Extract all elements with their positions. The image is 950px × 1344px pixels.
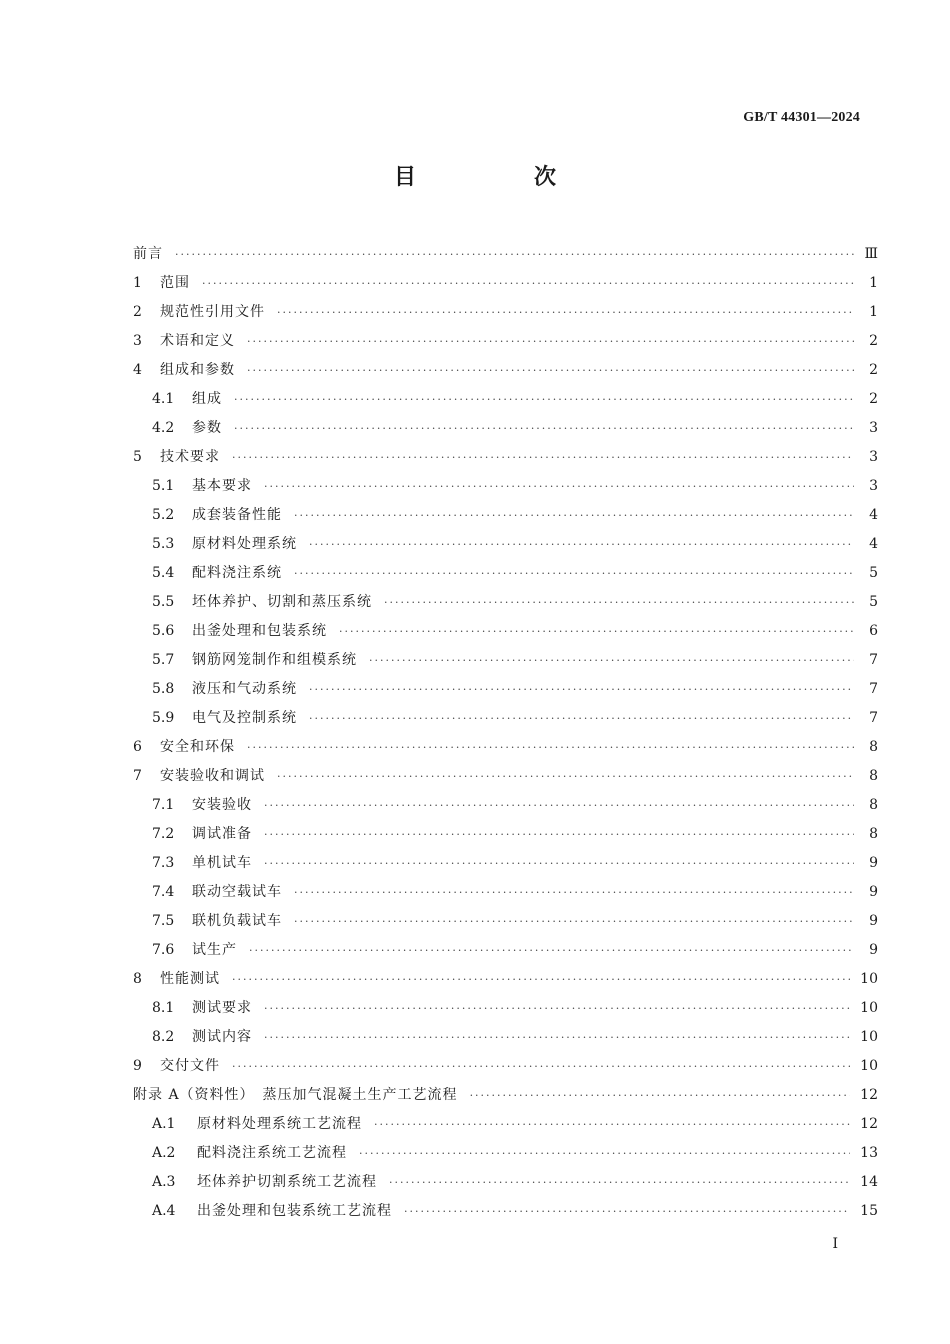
toc-entry[interactable]	[133, 1139, 878, 1168]
toc-entry-label: 试生产	[192, 942, 237, 958]
toc-entry[interactable]	[133, 1168, 878, 1197]
toc-entry[interactable]	[133, 733, 878, 762]
dot-leader	[247, 327, 854, 356]
toc-entry-page: 10	[860, 1058, 878, 1074]
toc-entry[interactable]	[133, 443, 878, 472]
toc-entry[interactable]	[133, 501, 878, 530]
toc-entry-page: 9	[869, 942, 878, 958]
toc-entry-number: 4	[133, 362, 142, 378]
toc-entry[interactable]	[133, 907, 878, 936]
toc-entry-number: 5.3	[152, 536, 175, 552]
toc-entry-label: 调试准备	[192, 826, 252, 842]
toc-entry-label: 电气及控制系统	[192, 710, 297, 726]
toc-entry-page: 8	[869, 826, 878, 842]
dot-leader	[294, 501, 854, 530]
toc-entry-number: 9	[133, 1058, 142, 1074]
toc-entry[interactable]	[133, 1081, 878, 1110]
toc-entry[interactable]	[133, 820, 878, 849]
dot-leader	[404, 1197, 850, 1226]
toc-entry-number: 5.9	[152, 710, 175, 726]
dot-leader	[249, 936, 854, 965]
toc-entry-page: 7	[869, 652, 878, 668]
dot-leader	[175, 240, 854, 269]
toc-entry[interactable]	[133, 1197, 878, 1226]
toc-entry-label: 组成	[192, 391, 222, 407]
dot-leader	[232, 1052, 850, 1081]
toc-entry[interactable]	[133, 472, 878, 501]
toc-entry-page: 8	[869, 739, 878, 755]
toc-entry-label: 钢筋网笼制作和组模系统	[192, 652, 357, 668]
toc-entry-page: 7	[869, 681, 878, 697]
dot-leader	[339, 617, 854, 646]
toc-entry-number: 2	[133, 304, 142, 320]
dot-leader	[294, 907, 854, 936]
toc-entry-page: 3	[869, 420, 878, 436]
toc-entry-number: 5.1	[152, 478, 175, 494]
page-title: 目 次	[393, 164, 604, 190]
toc-entry-number: 5.2	[152, 507, 175, 523]
toc-entry[interactable]	[133, 849, 878, 878]
toc-entry-number: A.3	[152, 1174, 176, 1190]
document-code: GB/T 44301—2024	[743, 110, 860, 125]
toc-entry-label: 坯体养护、切割和蒸压系统	[192, 594, 372, 610]
toc-entry-page: 7	[869, 710, 878, 726]
toc-entry[interactable]	[133, 994, 878, 1023]
toc-entry-page: 13	[860, 1145, 878, 1161]
toc-entry-label: 安装验收和调试	[160, 768, 265, 784]
dot-leader	[369, 646, 854, 675]
toc-entry-page: 10	[860, 1000, 878, 1016]
toc-entry-page: 1	[869, 275, 878, 291]
toc-entry[interactable]	[133, 588, 878, 617]
toc-entry-number: 8.2	[152, 1029, 175, 1045]
toc-entry-label: 出釜处理和包装系统工艺流程	[197, 1203, 392, 1219]
toc-entry-label: 单机试车	[192, 855, 252, 871]
toc-entry-number: 4.2	[152, 420, 175, 436]
toc-entry-page: 3	[869, 478, 878, 494]
toc-entry-page: 6	[869, 623, 878, 639]
toc-entry-label: 安全和环保	[160, 739, 235, 755]
toc-entry-page: 9	[869, 855, 878, 871]
toc-entry-page: 12	[860, 1116, 878, 1132]
toc-entry-number: 5.7	[152, 652, 175, 668]
toc-entry-number: A.4	[152, 1203, 176, 1219]
toc-entry-label: 测试内容	[192, 1029, 252, 1045]
toc-entry-label: 配料浇注系统工艺流程	[197, 1145, 347, 1161]
toc-entry-label: 参数	[192, 420, 222, 436]
toc-entry-number: 7.6	[152, 942, 175, 958]
toc-entry-page: 4	[869, 507, 878, 523]
toc-entry-label: 规范性引用文件	[160, 304, 265, 320]
dot-leader	[389, 1168, 850, 1197]
dot-leader	[309, 704, 854, 733]
toc-entry-label: 术语和定义	[160, 333, 235, 349]
toc-entry[interactable]	[133, 327, 878, 356]
toc-entry-number: 7.3	[152, 855, 175, 871]
toc-entry-page: 3	[869, 449, 878, 465]
toc-entry-page: 9	[869, 884, 878, 900]
dot-leader	[359, 1139, 850, 1168]
dot-leader	[264, 820, 854, 849]
toc-entry-page: 10	[860, 971, 878, 987]
toc-entry-label: 交付文件	[160, 1058, 220, 1074]
dot-leader	[384, 588, 854, 617]
toc-entry-page: 8	[869, 768, 878, 784]
toc-entry-number: 1	[133, 275, 142, 291]
toc-entry[interactable]	[133, 965, 878, 994]
toc-entry-number: 6	[133, 739, 142, 755]
toc-entry-number: 8	[133, 971, 142, 987]
toc-entry-page: 2	[869, 362, 878, 378]
toc-entry[interactable]	[133, 240, 878, 269]
toc-entry-page: 14	[860, 1174, 878, 1190]
toc-entry-label: 安装验收	[192, 797, 252, 813]
toc-entry[interactable]	[133, 414, 878, 443]
toc-entry-label: 出釜处理和包装系统	[192, 623, 327, 639]
dot-leader	[232, 965, 850, 994]
toc-entry-number: 5.5	[152, 594, 175, 610]
toc-entry-page: 4	[869, 536, 878, 552]
toc-entry[interactable]	[133, 385, 878, 414]
toc-entry-label: 范围	[160, 275, 190, 291]
toc-entry-page: 5	[869, 565, 878, 581]
toc-entry-number: 7.2	[152, 826, 175, 842]
toc-entry-page: 12	[860, 1087, 878, 1103]
dot-leader	[234, 414, 854, 443]
toc-entry-page: 15	[860, 1203, 878, 1219]
toc-entry-page: 8	[869, 797, 878, 813]
toc-entry-page: 10	[860, 1029, 878, 1045]
toc-entry-label: 坯体养护切割系统工艺流程	[197, 1174, 377, 1190]
toc-entry-number: 5.4	[152, 565, 175, 581]
toc-entry-number: 7.1	[152, 797, 175, 813]
toc-entry[interactable]	[133, 878, 878, 907]
toc-entry-page: Ⅲ	[864, 246, 878, 262]
dot-leader	[247, 356, 854, 385]
toc-entry-page: 9	[869, 913, 878, 929]
dot-leader	[294, 559, 854, 588]
toc-entry-number: 8.1	[152, 1000, 175, 1016]
dot-leader	[202, 269, 854, 298]
dot-leader	[309, 675, 854, 704]
toc-entry[interactable]	[133, 704, 878, 733]
toc-entry[interactable]	[133, 617, 878, 646]
toc-entry[interactable]	[133, 1023, 878, 1052]
toc-entry[interactable]	[133, 762, 878, 791]
toc-entry[interactable]	[133, 1110, 878, 1139]
toc-entry-number: 5	[133, 449, 142, 465]
toc-entry-number: 7	[133, 768, 142, 784]
toc-entry-page: 1	[869, 304, 878, 320]
dot-leader	[470, 1081, 851, 1110]
dot-leader	[234, 385, 854, 414]
dot-leader	[264, 791, 854, 820]
toc-entry-label: 组成和参数	[160, 362, 235, 378]
dot-leader	[264, 994, 850, 1023]
toc-entry-page: 5	[869, 594, 878, 610]
toc-entry-label: 液压和气动系统	[192, 681, 297, 697]
toc-entry-label: 技术要求	[160, 449, 220, 465]
dot-leader	[277, 762, 854, 791]
toc-entry-label: 性能测试	[160, 971, 220, 987]
toc-entry[interactable]	[133, 356, 878, 385]
dot-leader	[294, 878, 854, 907]
dot-leader	[232, 443, 854, 472]
toc-entry[interactable]	[133, 1052, 878, 1081]
toc-entry[interactable]	[133, 791, 878, 820]
toc-entry-number: 4.1	[152, 391, 175, 407]
toc-entry-label: 成套装备性能	[192, 507, 282, 523]
toc-entry-number: 3	[133, 333, 142, 349]
toc-entry-label: 测试要求	[192, 1000, 252, 1016]
table-of-contents	[133, 240, 878, 1226]
toc-entry-number: A.2	[152, 1145, 176, 1161]
dot-leader	[247, 733, 854, 762]
dot-leader	[264, 1023, 850, 1052]
dot-leader	[264, 849, 854, 878]
dot-leader	[374, 1110, 850, 1139]
toc-entry[interactable]	[133, 559, 878, 588]
toc-entry[interactable]	[133, 936, 878, 965]
toc-entry[interactable]	[133, 530, 878, 559]
page-number: I	[832, 1236, 838, 1252]
toc-entry-number: 7.5	[152, 913, 175, 929]
toc-entry-label: 原材料处理系统工艺流程	[197, 1116, 362, 1132]
toc-entry-number: 7.4	[152, 884, 175, 900]
toc-entry-label: 基本要求	[192, 478, 252, 494]
dot-leader	[309, 530, 854, 559]
toc-entry[interactable]	[133, 675, 878, 704]
toc-entry-label: 前言	[133, 246, 163, 262]
toc-entry[interactable]	[133, 298, 878, 327]
toc-entry-label: 原材料处理系统	[192, 536, 297, 552]
toc-entry-number: 5.6	[152, 623, 175, 639]
toc-entry-label: 配料浇注系统	[192, 565, 282, 581]
toc-entry-number: 5.8	[152, 681, 175, 697]
toc-entry[interactable]	[133, 269, 878, 298]
toc-entry[interactable]	[133, 646, 878, 675]
dot-leader	[277, 298, 854, 327]
dot-leader	[264, 472, 854, 501]
toc-entry-number: A.1	[152, 1116, 176, 1132]
toc-entry-label: 附录 A（资料性） 蒸压加气混凝土生产工艺流程	[133, 1087, 458, 1103]
toc-entry-page: 2	[869, 333, 878, 349]
toc-entry-label: 联机负载试车	[192, 913, 282, 929]
toc-entry-page: 2	[869, 391, 878, 407]
toc-entry-label: 联动空载试车	[192, 884, 282, 900]
